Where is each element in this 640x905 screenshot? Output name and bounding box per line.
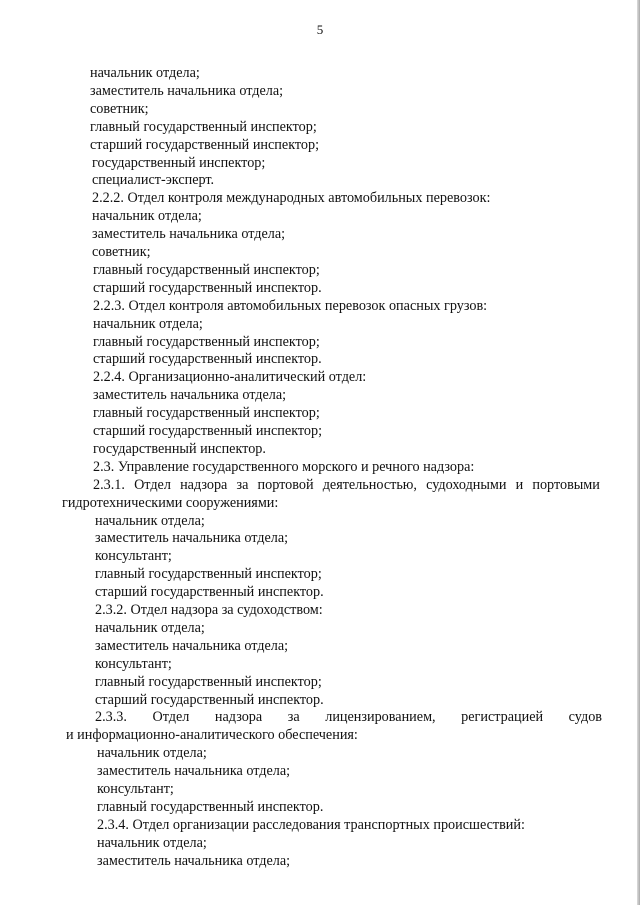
text-line: старший государственный инспектор. xyxy=(95,584,324,601)
text-line: 2.3.2. Отдел надзора за судоходством: xyxy=(95,602,323,618)
text-line: главный государственный инспектор. xyxy=(97,798,324,815)
text-line: начальник отдела; xyxy=(97,834,207,851)
text-line: 2.3.4. Отдел организации расследования транспортных происшествий: xyxy=(97,816,525,833)
text-line: и информационно-аналитического обеспечения: xyxy=(66,727,358,744)
text-line: старший государственный инспектор; xyxy=(90,136,320,153)
text-line: главный государственный инспектор; xyxy=(93,261,320,278)
text-line: советник; xyxy=(90,100,149,117)
text-line: главный государственный инспектор; xyxy=(90,118,317,135)
text-line: заместитель начальника отдела; xyxy=(90,82,284,99)
text-line: начальник отдела; xyxy=(95,512,205,529)
text-line: специалист-эксперт. xyxy=(92,172,215,189)
text-line: заместитель начальника отдела; xyxy=(97,763,291,780)
text-line: государственный инспектор. xyxy=(93,440,266,457)
text-line: 2.2.4. Организационно-аналитический отдел: xyxy=(93,369,367,386)
text-line: заместитель начальника отдела; xyxy=(92,226,286,243)
text-line: 2.3. Управление государственного морского и речного надзора: xyxy=(93,458,475,475)
text-line: консультант; xyxy=(97,781,174,797)
text-line: старший государственный инспектор. xyxy=(93,279,322,296)
text-line: главный государственный инспектор; xyxy=(95,566,322,583)
text-line: советник; xyxy=(92,244,151,260)
text-line: главный государственный инспектор; xyxy=(93,405,320,422)
text-line: старший государственный инспектор. xyxy=(93,351,322,368)
text-line: старший государственный инспектор. xyxy=(95,691,324,708)
text-line: начальник отдела; xyxy=(92,208,202,225)
text-line: начальник отдела; xyxy=(97,745,207,762)
text-line: 2.3.1. Отдел надзора за портовой деятельностью, судоходными и портовыми xyxy=(93,476,600,493)
text-line: 2.2.3. Отдел контроля автомобильных перевозок опасных грузов: xyxy=(93,297,488,314)
text-line: заместитель начальника отдела; xyxy=(97,852,291,869)
text-line: 2.2.2. Отдел контроля международных автомобильных перевозок: xyxy=(92,190,491,207)
text-line: заместитель начальника отдела; xyxy=(95,637,289,654)
text-line: старший государственный инспектор; xyxy=(93,423,323,439)
text-line: начальник отдела; xyxy=(90,65,200,81)
text-line: заместитель начальника отдела; xyxy=(95,530,289,547)
text-line: гидротехническими сооружениями: xyxy=(62,494,279,511)
text-line: начальник отдела; xyxy=(93,315,203,332)
text-line: консультант; xyxy=(95,655,172,672)
page-number: 5 xyxy=(316,22,324,37)
text-line: главный государственный инспектор; xyxy=(93,333,320,350)
text-line: заместитель начальника отдела; xyxy=(93,387,287,404)
text-line: начальник отдела; xyxy=(95,619,205,636)
text-line: консультант; xyxy=(95,548,172,565)
text-line: государственный инспектор; xyxy=(92,154,266,171)
text-line: главный государственный инспектор; xyxy=(95,673,322,690)
text-line: 2.3.3. Отдел надзора за лицензированием, регистрацией судов xyxy=(95,709,602,726)
